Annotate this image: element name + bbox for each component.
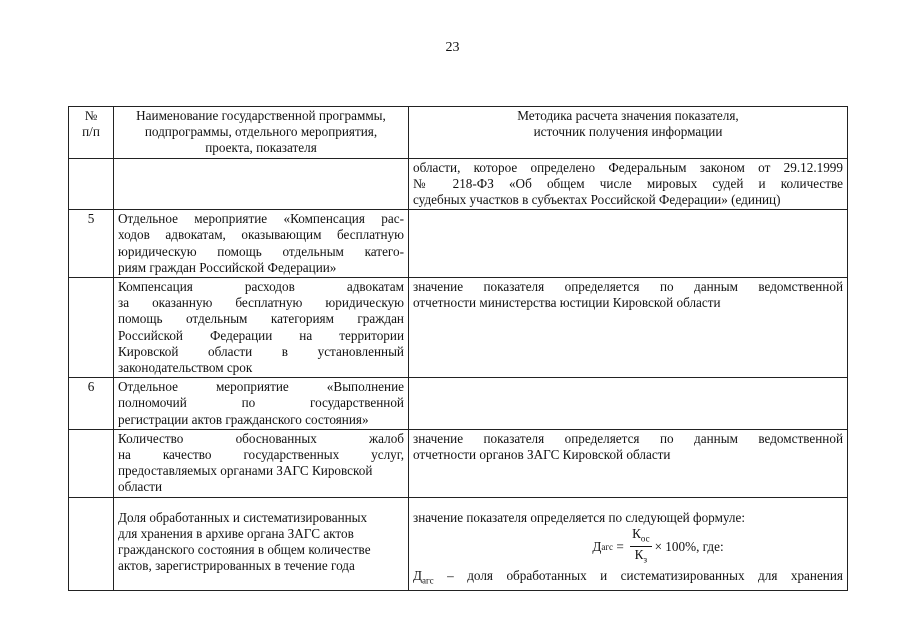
formula-fraction: $\frac{К_{ос}}{К_з}$ — [632, 525, 650, 566]
method-cell: значение показателя определяется по следующей формуле: Д агс = $\frac{К_{ос}}{К_з}$ × 100%, где: $Д_{агс}$ – доля обработанных и систематизированных для хранения — [409, 497, 848, 590]
table-row — [69, 210, 848, 278]
table-header-row — [69, 107, 848, 159]
header-method: Методика расчета значения показателя, источник получения информации — [409, 107, 848, 159]
row-number: 5 — [69, 210, 114, 278]
indicator-table — [68, 106, 848, 591]
row-number: 6 — [69, 378, 114, 430]
formula: Д агс = $\frac{К_{ос}}{К_з}$ × 100%, где: — [473, 528, 843, 566]
measure-title-cell: Отдельное мероприятие «Компенсация рас- ходов адвокатам, оказывающим бесплатную юридическую помощь отдельным катего- риям граждан Российской Федерации» — [114, 210, 409, 278]
definition-line: $Д_{агс}$ – доля обработанных и систематизированных для хранения — [413, 567, 843, 586]
indicator-cell: Доля обработанных и систематизированных для хранения в архиве органа ЗАГС актов гражданского состояния в общем количестве актов, зарегистрированных в течение года — [114, 497, 409, 590]
page-number: 23 — [445, 40, 460, 55]
table-row — [69, 429, 848, 497]
indicator-cell: Количество обоснованных жалоб на качество государственных услуг, предоставляемых органами ЗАГС Кировской области — [114, 429, 409, 497]
header-name: Наименование государственной программы, подпрограммы, отдельного мероприятия, проекта, показателя — [114, 107, 409, 159]
header-number: № п/п — [69, 107, 114, 159]
method-cell: значение показателя определяется по данным ведомственной отчетности министерства юстиции Кировской области — [409, 278, 848, 378]
indicator-cell: Компенсация расходов адвокатам за оказанную бесплатную юридическую помощь отдельным категориям граждан Российской Федерации на территории Кировской области в установленный законодательством срок — [114, 278, 409, 378]
table-row — [69, 497, 848, 590]
table-row — [69, 278, 848, 378]
table-row — [69, 378, 848, 430]
measure-title-cell: Отдельное мероприятие «Выполнение полномочий по государственной регистрации актов гражданского состояния» — [114, 378, 409, 430]
table-row — [69, 158, 848, 210]
method-cell: области, которое определено Федеральным законом от 29.12.1999 № 218-ФЗ «Об общем числе мировых судей и количестве судебных участков в субъектах Российской Федерации» (единиц) — [409, 158, 848, 210]
method-cell: значение показателя определяется по данным ведомственной отчетности органов ЗАГС Кировской области — [409, 429, 848, 497]
